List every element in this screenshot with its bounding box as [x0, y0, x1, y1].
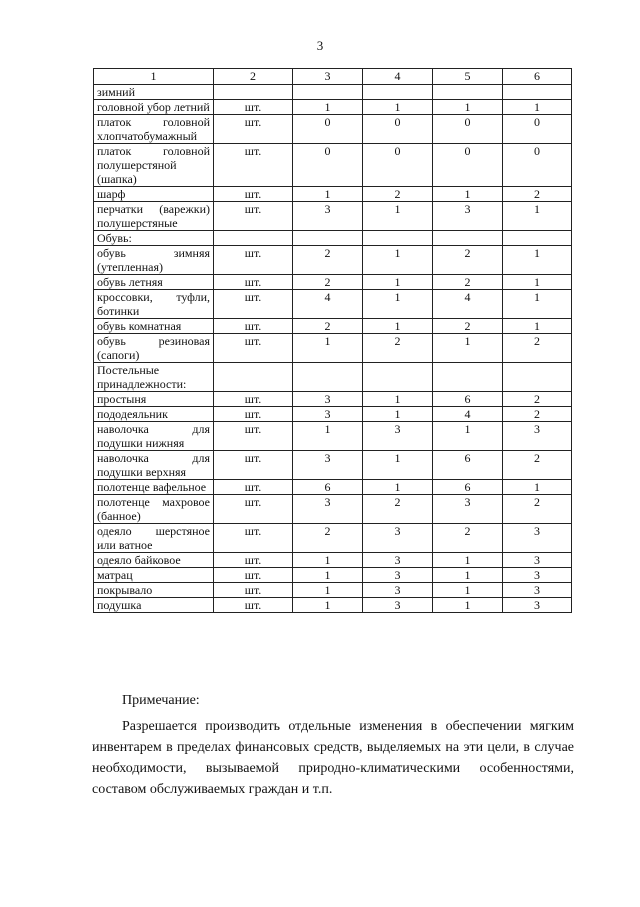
item-name-cell: полотенце махровое (банное)	[94, 495, 214, 524]
value-cell: 2	[503, 407, 572, 422]
value-cell: 2	[433, 319, 503, 334]
value-cell: 1	[293, 598, 363, 613]
unit-cell: шт.	[214, 451, 293, 480]
unit-cell: шт.	[214, 246, 293, 275]
item-name-cell: платок головной полушерстяной (шапка)	[94, 144, 214, 187]
column-header: 3	[293, 69, 363, 85]
item-name-cell: перчатки (варежки) полушерстяные	[94, 202, 214, 231]
unit-cell: шт.	[214, 524, 293, 553]
column-header: 6	[503, 69, 572, 85]
supply-norms-table	[93, 68, 572, 613]
value-cell: 2	[433, 246, 503, 275]
item-name-cell: одеяло байковое	[94, 553, 214, 568]
table-row	[94, 422, 572, 451]
table-row	[94, 495, 572, 524]
value-cell: 1	[503, 202, 572, 231]
value-cell: 1	[293, 100, 363, 115]
table-row	[94, 231, 572, 246]
value-cell: 1	[293, 583, 363, 598]
value-cell: 1	[503, 246, 572, 275]
unit-cell: шт.	[214, 334, 293, 363]
value-cell: 2	[293, 319, 363, 334]
value-cell	[293, 363, 363, 392]
value-cell: 1	[293, 422, 363, 451]
value-cell: 1	[433, 422, 503, 451]
value-cell: 2	[363, 334, 433, 363]
item-name-cell: полотенце вафельное	[94, 480, 214, 495]
page-number: 3	[316, 38, 324, 53]
value-cell: 1	[433, 334, 503, 363]
item-name-cell: наволочка для подушки верхняя	[94, 451, 214, 480]
value-cell: 0	[433, 144, 503, 187]
table-row	[94, 524, 572, 553]
value-cell: 1	[433, 598, 503, 613]
value-cell: 1	[363, 100, 433, 115]
table-row	[94, 144, 572, 187]
value-cell: 2	[293, 275, 363, 290]
item-name-cell: подушка	[94, 598, 214, 613]
value-cell: 3	[363, 524, 433, 553]
item-name-cell: одеяло шерстяное или ватное	[94, 524, 214, 553]
table-row	[94, 100, 572, 115]
item-name-cell: покрывало	[94, 583, 214, 598]
item-name-cell: шарф	[94, 187, 214, 202]
table-row	[94, 115, 572, 144]
note-text: Разрешается производить отдельные изменения в обеспечении мягким инвентарем в пределах финансовых средств, выделяемых на эти цели, в случае необходимости, вызываемой природно-климатическими особенностями, составом обслуживаемых граждан и т.п.	[92, 719, 574, 797]
item-name-cell: кроссовки, туфли, ботинки	[94, 290, 214, 319]
unit-cell: шт.	[214, 598, 293, 613]
table-row	[94, 202, 572, 231]
unit-cell	[214, 231, 293, 246]
value-cell: 3	[293, 407, 363, 422]
unit-cell: шт.	[214, 115, 293, 144]
table-row	[94, 363, 572, 392]
unit-cell: шт.	[214, 202, 293, 231]
value-cell	[503, 231, 572, 246]
value-cell: 1	[363, 451, 433, 480]
value-cell	[433, 85, 503, 100]
value-cell: 3	[363, 568, 433, 583]
column-header: 1	[94, 69, 214, 85]
item-name-cell: обувь летняя	[94, 275, 214, 290]
value-cell: 1	[503, 319, 572, 334]
value-cell: 6	[433, 392, 503, 407]
unit-cell: шт.	[214, 290, 293, 319]
value-cell: 1	[433, 568, 503, 583]
unit-cell: шт.	[214, 495, 293, 524]
unit-cell: шт.	[214, 407, 293, 422]
item-name-cell: обувь комнатная	[94, 319, 214, 334]
column-header: 5	[433, 69, 503, 85]
value-cell: 2	[503, 451, 572, 480]
item-name-cell: матрац	[94, 568, 214, 583]
value-cell: 2	[503, 392, 572, 407]
value-cell: 1	[363, 392, 433, 407]
unit-cell: шт.	[214, 553, 293, 568]
value-cell	[363, 231, 433, 246]
value-cell: 1	[293, 334, 363, 363]
value-cell: 2	[503, 187, 572, 202]
table-row	[94, 187, 572, 202]
table-row	[94, 290, 572, 319]
unit-cell: шт.	[214, 392, 293, 407]
note-section	[92, 690, 574, 800]
value-cell: 3	[433, 495, 503, 524]
value-cell: 3	[293, 495, 363, 524]
unit-cell: шт.	[214, 583, 293, 598]
value-cell: 2	[363, 187, 433, 202]
unit-cell: шт.	[214, 187, 293, 202]
value-cell: 3	[503, 568, 572, 583]
value-cell: 0	[293, 115, 363, 144]
unit-cell: шт.	[214, 319, 293, 334]
unit-cell: шт.	[214, 480, 293, 495]
value-cell: 2	[503, 495, 572, 524]
value-cell: 2	[433, 524, 503, 553]
table-row	[94, 583, 572, 598]
unit-cell: шт.	[214, 275, 293, 290]
table-row	[94, 480, 572, 495]
value-cell: 3	[363, 553, 433, 568]
value-cell: 3	[503, 524, 572, 553]
value-cell	[433, 363, 503, 392]
value-cell: 4	[433, 290, 503, 319]
value-cell: 3	[503, 583, 572, 598]
column-header: 2	[214, 69, 293, 85]
value-cell: 1	[363, 290, 433, 319]
item-name-cell: наволочка для подушки нижняя	[94, 422, 214, 451]
value-cell: 3	[503, 598, 572, 613]
table-row	[94, 334, 572, 363]
table-row	[94, 392, 572, 407]
unit-cell: шт.	[214, 568, 293, 583]
value-cell: 6	[433, 451, 503, 480]
item-name-cell: зимний	[94, 85, 214, 100]
value-cell: 2	[363, 495, 433, 524]
value-cell: 3	[363, 598, 433, 613]
value-cell	[433, 231, 503, 246]
value-cell: 1	[293, 553, 363, 568]
table-row	[94, 553, 572, 568]
unit-cell: шт.	[214, 100, 293, 115]
item-name-cell: простыня	[94, 392, 214, 407]
value-cell: 1	[293, 568, 363, 583]
value-cell: 6	[433, 480, 503, 495]
table-header-row	[94, 69, 572, 85]
value-cell: 4	[433, 407, 503, 422]
value-cell: 0	[363, 115, 433, 144]
value-cell	[363, 363, 433, 392]
value-cell: 1	[503, 480, 572, 495]
value-cell: 0	[503, 115, 572, 144]
value-cell: 1	[293, 187, 363, 202]
note-title: Примечание:	[122, 693, 200, 708]
table-row	[94, 319, 572, 334]
value-cell: 1	[363, 202, 433, 231]
value-cell: 1	[433, 100, 503, 115]
value-cell: 3	[363, 583, 433, 598]
column-header: 4	[363, 69, 433, 85]
value-cell: 3	[293, 202, 363, 231]
value-cell: 1	[363, 246, 433, 275]
value-cell: 0	[293, 144, 363, 187]
item-name-cell: пододеяльник	[94, 407, 214, 422]
unit-cell	[214, 363, 293, 392]
value-cell	[293, 231, 363, 246]
value-cell: 0	[363, 144, 433, 187]
value-cell	[503, 85, 572, 100]
value-cell: 3	[433, 202, 503, 231]
value-cell	[363, 85, 433, 100]
value-cell: 3	[363, 422, 433, 451]
value-cell: 2	[433, 275, 503, 290]
table-row	[94, 275, 572, 290]
value-cell: 1	[503, 100, 572, 115]
table-row	[94, 451, 572, 480]
value-cell	[503, 363, 572, 392]
unit-cell	[214, 85, 293, 100]
value-cell: 3	[503, 553, 572, 568]
value-cell: 6	[293, 480, 363, 495]
item-name-cell: Постельные принадлежности:	[94, 363, 214, 392]
item-name-cell: обувь резиновая (сапоги)	[94, 334, 214, 363]
value-cell: 1	[363, 275, 433, 290]
unit-cell: шт.	[214, 144, 293, 187]
item-name-cell: обувь зимняя (утепленная)	[94, 246, 214, 275]
item-name-cell: платок головной хлопчатобумажный	[94, 115, 214, 144]
value-cell: 3	[503, 422, 572, 451]
table-row	[94, 407, 572, 422]
value-cell: 2	[293, 246, 363, 275]
value-cell: 1	[503, 290, 572, 319]
value-cell: 1	[363, 480, 433, 495]
value-cell: 1	[363, 407, 433, 422]
value-cell: 1	[433, 553, 503, 568]
value-cell: 3	[293, 392, 363, 407]
item-name-cell: головной убор летний	[94, 100, 214, 115]
item-name-cell: Обувь:	[94, 231, 214, 246]
value-cell: 2	[503, 334, 572, 363]
table-row	[94, 598, 572, 613]
value-cell: 1	[433, 187, 503, 202]
value-cell	[293, 85, 363, 100]
value-cell: 1	[503, 275, 572, 290]
table-row	[94, 568, 572, 583]
table-row	[94, 246, 572, 275]
value-cell: 1	[433, 583, 503, 598]
value-cell: 0	[433, 115, 503, 144]
value-cell: 4	[293, 290, 363, 319]
value-cell: 3	[293, 451, 363, 480]
table-row	[94, 85, 572, 100]
unit-cell: шт.	[214, 422, 293, 451]
value-cell: 1	[363, 319, 433, 334]
value-cell: 0	[503, 144, 572, 187]
value-cell: 2	[293, 524, 363, 553]
